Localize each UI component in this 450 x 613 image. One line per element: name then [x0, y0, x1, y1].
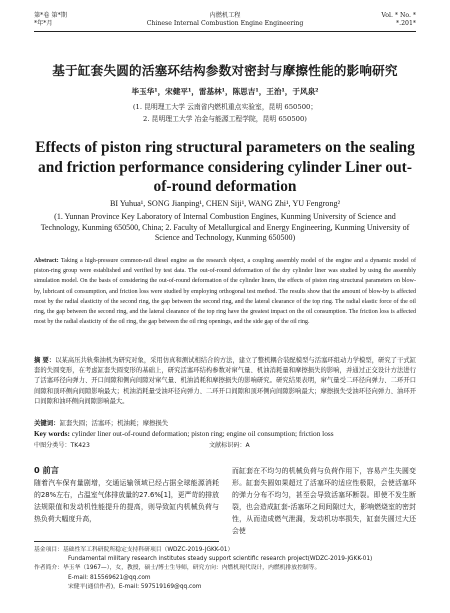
header-journal-en: Chinese Internal Combustion Engine Engineering	[146, 20, 304, 27]
footnotes	[34, 546, 416, 592]
keywords-en-label: Key words:	[34, 429, 70, 438]
document-code: 文献标识码：A	[209, 442, 250, 449]
authors-cn: 毕玉华¹，宋健平¹，雷基林¹，陈思吉¹，王治¹，于风泉²	[131, 87, 319, 96]
affiliation-cn-2: 2. 昆明理工大学 冶金与能源工程学院，昆明 650500)	[143, 115, 307, 123]
header-date-en: *.201*	[396, 20, 416, 27]
abstract-en-text: Taking a high-pressure common-rail diesel engine as the research object, a coupling assembly model of the engine and a dynamic model of piston-ring group were established and verified by test data. The out-of-round deformation of the dry cylinder liner was studied by using the assembly simulation model. On the basis of considering the out-of-round deformation of the cylinder liners, the effects of piston ring structural parameters on blow-by, lubricant oil consumption, and friction loss were studied by employing orthogonal test method. The results show that the amount of blow-by is affected most by the radial elasticity of the second ring, the gap between the second ring, and the lateral clearance of the top ring. The radial elastic force of the oil ring, the gap between the second ring, and the lateral clearance of the top ring have the greatest impact on the oil consumption. The friction loss is affected most by the radial elasticity of the oil ring, the gap between the oil ring openings, and the side gap of the oil ring.	[34, 258, 416, 326]
header-journal-cn: 内燃机工程	[209, 12, 241, 19]
abstract-cn-text: 以某高压共轨柴油机为研究对象，采用仿真和测试相结合的方法，建立了整机耦合装配模型与活塞环组动力学模型，研究了干式缸套的失圆变形，在考虑缸套失圆变形的基础上，研究活塞环结构参数对窜气量、机油消耗量和摩擦损失的影响，并通过正交设计方法进行了活塞环径向弹力、开口间隙和侧向间隙对窜气量、机油消耗和摩擦损失的影响研究。研究结果表明，窜气量受二环径向弹力、二环开口间隙和顶环侧向间隙影响最大；机油消耗量受油环径向弹力、二环开口间隙和顶环侧向间隙影响最大；摩擦损失受油环径向弹力、油环开口间隙和油环侧向间隙影响最大。	[34, 357, 416, 405]
keywords-cn	[34, 418, 416, 427]
affiliation-cn-1: (1. 昆明理工大学 云南省内燃机重点实验室，昆明 650500；	[132, 103, 318, 111]
footnote-fund-en: Fundamental military research institutes steady support scientific research project(WDZC-2019-JGKK-01)	[68, 556, 373, 563]
keywords-cn-text: 缸套失圆；活塞环；机油耗；摩擦损失	[59, 419, 169, 427]
footnote-fund-cn: 基金项目：基础性军工科研院所稳定支持科研项目（WDZC-2019-JGKK-01）	[34, 547, 234, 553]
authors-en: BI Yuhua¹, SONG Jianping¹, CHEN Siji¹, WANG Zhi¹, YU Fengrong²	[109, 199, 341, 208]
header-date-cn: *年*月	[34, 20, 53, 27]
header-rule	[34, 31, 416, 32]
classification-row	[34, 440, 416, 449]
abstract-cn-label: 摘 要：	[34, 357, 56, 364]
clc-number: 中图分类号：TK423	[34, 442, 90, 449]
affiliations-cn	[20, 101, 430, 125]
abstract-cn	[34, 356, 416, 407]
body-column-right: 而缸套在不均匀的机械负荷与负荷作用下，容易产生失圆变形。缸套失圆如果超过了活塞环的适应性极限，会使活塞环的弹力分布不均匀，甚至会导致活塞环断裂。即使不发生断裂，也会造成缸套-活塞环之间间隙过大，影响燃烧室的密封性，从而造成燃气泄漏，发动机功率损失，缸套失圆过大还会使	[232, 467, 416, 535]
footnote-rule	[34, 541, 219, 542]
footnote-author-email: E-mail: 815569621@qq.com	[68, 574, 151, 581]
footnote-corresponding: 宋健平(通信作者)，E-mail: 597519169@qq.com	[68, 583, 202, 590]
section-heading: 0 前言	[34, 465, 59, 475]
keywords-en-text: cylinder liner out-of-round deformation; piston ring; engine oil consumption; friction loss	[71, 429, 334, 438]
body-column-left: 随着汽车保有量剧增，交通运输领域已经占据全球能源消耗的28%左右，占温室气体排放量的27.6%[1]，更严苛的排放法规限值和发动机性能提升的提高，则导致缸内机械负荷与热负荷大幅度升高，	[34, 479, 219, 523]
abstract-en	[34, 256, 416, 327]
header-volume-cn: 第*卷 第*期	[34, 12, 67, 19]
header-volume-en: Vol. * No. *	[381, 12, 416, 19]
keywords-en	[34, 429, 416, 438]
title-en: Effects of piston ring structural parameters on the sealing and friction performance considering cylinder Liner out-of-round deformation	[35, 139, 415, 195]
title-cn: 基于缸套失圆的活塞环结构参数对密封与摩擦性能的影响研究	[52, 63, 398, 78]
abstract-en-label: Abstract:	[34, 258, 59, 264]
affiliation-en: (1. Yunnan Province Key Laboratory of Internal Combustion Engines, Kunming University of Science and Technology, Kunming 650500, China; 2. Faculty of Metallurgical and Energy Engineering, Kunming University of Science and Technology, Kunming 650500)	[40, 212, 410, 242]
footnote-author-bio: 作者简介：毕玉华（1967—），女，教授，硕士/博士生导师，研究方向：内燃机现代设计，内燃机排放控制等。	[34, 565, 321, 572]
keywords-cn-label: 关键词：	[34, 419, 60, 427]
